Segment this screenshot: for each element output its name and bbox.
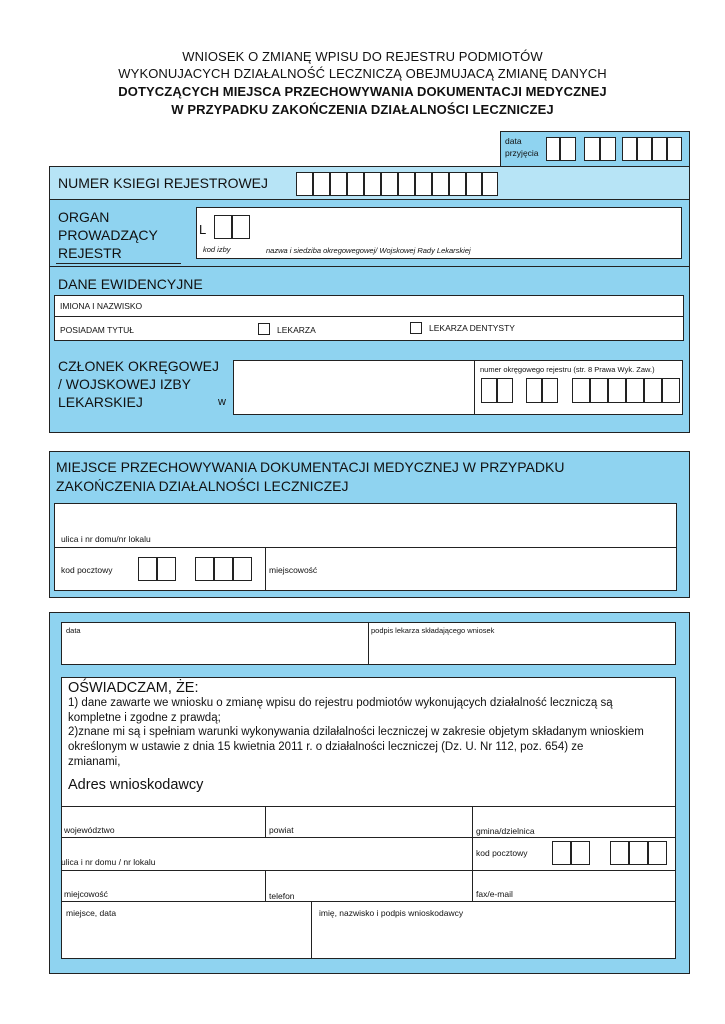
storage-postal-cell[interactable] [195, 557, 214, 581]
statement-p2: 2)znane mi są i spełniam warunki wykonywania dzilałalności leczniczej w zakresie objetym składanym wnioskiem [68, 726, 644, 738]
applicant-postal-label: kod pocztowy [476, 848, 528, 858]
commune-label: gmina/dzielnica [476, 826, 535, 836]
statement-p2-2: określonym w ustawie z dnia 15 kwietnia 2011 r. o działalności leczniczej (Dz. U. Nr 112, poz. 654) ze [68, 741, 584, 753]
register-cell[interactable] [526, 378, 542, 403]
applicant-postal-cell[interactable] [648, 841, 667, 865]
applicant-street-label: ulica i nr domu / nr lokalu [61, 857, 156, 867]
applicant-signature-label: imię, nazwisko i podpis wnioskodawcy [319, 908, 464, 918]
statement-p1: 1) dane zawarte we wniosku o zmianę wpisu do rejestru podmiotów wykonujących działalność leczniczą są [68, 697, 613, 709]
register-cell[interactable] [608, 378, 626, 403]
applicant-postal-cell[interactable] [610, 841, 629, 865]
storage-postal-cell[interactable] [214, 557, 233, 581]
applicant-postal-cell[interactable] [552, 841, 571, 865]
book-number-cell[interactable] [381, 172, 398, 196]
storage-postal-cell[interactable] [138, 557, 157, 581]
evidence-heading: DANE EWIDENCYJNE [58, 276, 203, 292]
date-received-label-2: przyjęcia [505, 148, 539, 158]
date-cell[interactable] [637, 137, 652, 161]
storage-heading: MIEJSCE PRZECHOWYWANIA DOKUMENTACJI MEDYCZNEJ W PRZYPADKU [56, 459, 565, 475]
statement-p2-3: zmianami, [68, 756, 121, 768]
declaration-date-label: data [66, 626, 81, 635]
title-label: POSIADAM TYTUŁ [60, 325, 134, 335]
chamber-code-caption: kod izby [203, 245, 231, 254]
county-label: powiat [269, 825, 294, 835]
book-number-cell[interactable] [330, 172, 347, 196]
title-line-1: WNIOSEK O ZMIANĘ WPISU DO REJESTRU PODMIOTÓW [182, 49, 543, 64]
names-label: IMIONA I NAZWISKO [60, 301, 143, 311]
dentist-option-label: LEKARZA DENTYSTY [429, 323, 515, 333]
title-line-2: WYKONUJACYCH DZIAŁALNOŚĆ LECZNICZĄ OBEJMUJACĄ ZMIANĘ DANYCH [118, 66, 607, 81]
date-cell[interactable] [667, 137, 682, 161]
applicant-postal-cell[interactable] [571, 841, 590, 865]
date-cell[interactable] [622, 137, 637, 161]
register-cell[interactable] [497, 378, 513, 403]
book-number-cell[interactable] [415, 172, 432, 196]
dentist-checkbox[interactable] [410, 322, 422, 334]
doctor-option-label: LEKARZA [277, 325, 316, 335]
fax-email-label: fax/e-mail [476, 889, 513, 899]
date-cell[interactable] [560, 137, 576, 161]
book-number-cell[interactable] [364, 172, 381, 196]
organ-label: ORGAN [58, 209, 110, 225]
organ-prefix: L [199, 222, 207, 237]
book-number-cell[interactable] [482, 172, 498, 196]
date-cell[interactable] [652, 137, 667, 161]
member-w: w [218, 396, 226, 408]
doctor-checkbox[interactable] [258, 323, 270, 335]
book-number-cell[interactable] [347, 172, 364, 196]
register-cell[interactable] [590, 378, 608, 403]
title-line-3: DOTYCZĄCYCH MIEJSCA PRZECHOWYWANIA DOKUMENTACJI MEDYCZNEJ [118, 84, 607, 99]
organ-label-2: PROWADZĄCY [58, 227, 158, 243]
member-label-2: / WOJSKOWEJ IZBY [58, 376, 192, 392]
register-cell[interactable] [662, 378, 680, 403]
member-label: CZŁONEK OKRĘGOWEJ [58, 358, 220, 374]
applicant-address-box [61, 806, 676, 959]
storage-postal-label: kod pocztowy [61, 565, 113, 575]
place-date-label: miejsce, data [66, 908, 117, 918]
date-cell[interactable] [600, 137, 616, 161]
voivodeship-label: województwo [64, 825, 115, 835]
register-cell[interactable] [626, 378, 644, 403]
storage-city-label: miejscowość [269, 565, 318, 575]
storage-postal-cell[interactable] [233, 557, 252, 581]
date-received-label: data [505, 136, 522, 146]
storage-street-label: ulica i nr domu/nr lokalu [61, 534, 151, 544]
applicant-postal-cell[interactable] [629, 841, 648, 865]
book-number-cell[interactable] [296, 172, 313, 196]
storage-heading-2: ZAKOŃCZENIA DZIAŁALNOŚCI LECZNICZEJ [56, 478, 349, 494]
register-number-caption: numer okręgowego rejestru (str. 8 Prawa Wyk. Zaw.) [480, 365, 655, 374]
applicant-city-label: miejcowość [64, 889, 108, 899]
title-line-4: W PRZYPADKU ZAKOŃCZENIA DZIAŁALNOŚCI LECZNICZEJ [171, 102, 554, 117]
title-row [54, 316, 684, 341]
names-field[interactable] [54, 295, 684, 317]
storage-postal-cell[interactable] [157, 557, 176, 581]
date-cell[interactable] [546, 137, 560, 161]
organ-label-3: REJESTR [58, 245, 122, 261]
statement-p1-2: kompletne i zgodne z prawdą; [68, 712, 221, 724]
register-cell[interactable] [542, 378, 558, 403]
register-cell[interactable] [572, 378, 590, 403]
register-cell[interactable] [644, 378, 662, 403]
chamber-code-cell[interactable] [214, 215, 232, 239]
book-number-label: NUMER KSIEGI REJESTROWEJ [58, 175, 269, 191]
register-cell[interactable] [481, 378, 497, 403]
book-number-cell[interactable] [449, 172, 466, 196]
date-cell[interactable] [584, 137, 600, 161]
member-label-3: LEKARSKIEJ [58, 394, 143, 410]
book-number-cell[interactable] [466, 172, 482, 196]
chamber-code-cell[interactable] [232, 215, 250, 239]
doctor-signature-label: podpis lekarza składającego wniosek [371, 626, 495, 635]
statement-heading: OŚWIADCZAM, ŻE: [68, 680, 199, 696]
book-number-cell[interactable] [398, 172, 415, 196]
address-heading: Adres wnioskodawcy [68, 777, 204, 793]
book-number-cell[interactable] [313, 172, 330, 196]
chamber-name-caption: nazwa i siedziba okregowegowej/ Wojskowej Rady Lekarskiej [266, 246, 471, 255]
phone-label: telefon [269, 891, 295, 901]
book-number-cell[interactable] [432, 172, 449, 196]
